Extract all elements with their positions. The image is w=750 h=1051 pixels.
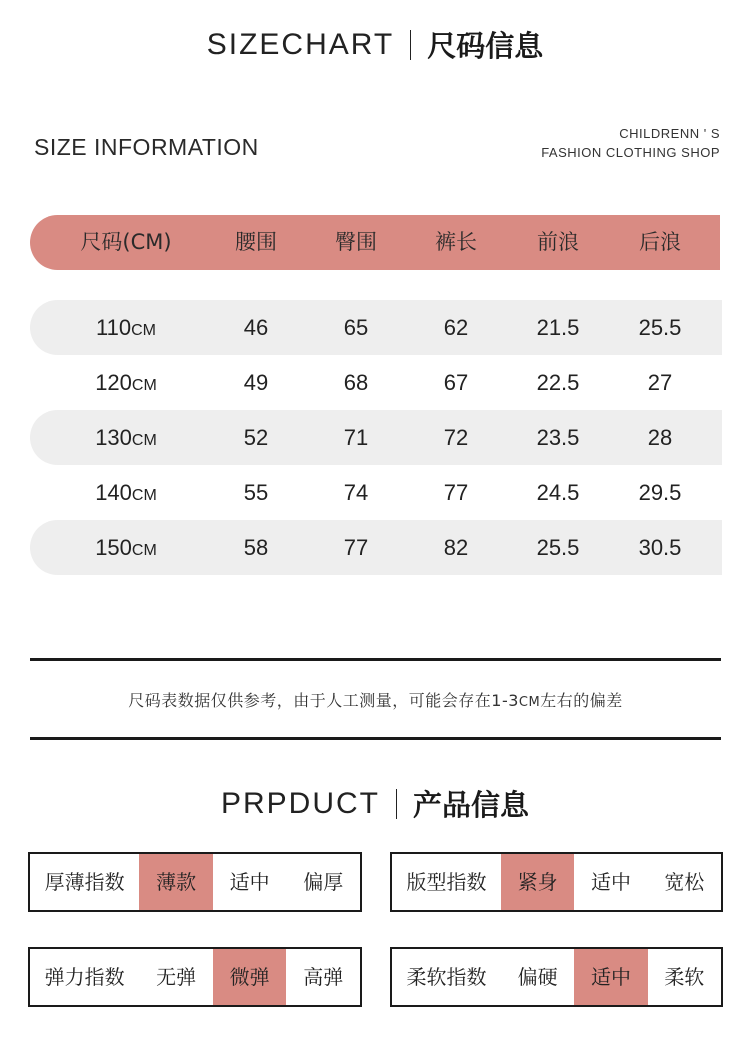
measurement-note: 尺码表数据仅供参考，由于人工测量，可能会存在1-3CM左右的偏差 [128, 691, 623, 710]
waist-cell: 55 [243, 480, 269, 505]
waist-cell: 58 [243, 535, 269, 560]
length-cell: 62 [443, 315, 469, 340]
elasticity-index [28, 947, 362, 1007]
size-table-header [30, 215, 720, 270]
waist-cell: 46 [243, 315, 269, 340]
size-cell: 110CM [96, 315, 156, 340]
front-rise-cell: 21.5 [536, 315, 580, 340]
index-option: 适中 [590, 870, 631, 894]
index-option: 宽松 [664, 870, 705, 894]
table-row [30, 465, 722, 520]
hip-cell: 77 [343, 535, 369, 560]
title-divider [410, 30, 411, 60]
column-header-size: 尺码(CM) [80, 230, 172, 254]
index-option-selected: 紧身 [501, 854, 574, 910]
index-option: 适中 [229, 870, 270, 894]
front-rise-cell: 24.5 [536, 480, 580, 505]
size-information-label: SIZE INFORMATION [34, 134, 259, 160]
size-cell: 120CM [95, 370, 157, 395]
hip-cell: 71 [343, 425, 369, 450]
index-option: 高弹 [303, 965, 344, 989]
size-cell: 150CM [95, 535, 157, 560]
back-rise-cell: 27 [647, 370, 673, 395]
brand-line-1: CHILDRENN ' S [619, 126, 720, 141]
hip-cell: 74 [343, 480, 369, 505]
column-header-waist: 腰围 [235, 230, 277, 254]
brand-line-2: FASHION CLOTHING SHOP [541, 145, 720, 160]
table-row [30, 520, 722, 575]
back-rise-cell: 25.5 [638, 315, 682, 340]
waist-cell: 52 [243, 425, 269, 450]
divider-top [30, 658, 721, 661]
thickness-index [28, 852, 362, 912]
product-title-en: PRPDUCT [220, 786, 380, 820]
table-row [30, 355, 722, 410]
divider-bottom [30, 737, 721, 740]
title-zh: 尺码信息 [427, 29, 544, 63]
index-option: 偏硬 [517, 965, 558, 989]
index-label: 版型指数 [406, 870, 487, 894]
index-option: 柔软 [664, 965, 705, 989]
brand-text [541, 124, 720, 162]
length-cell: 77 [443, 480, 469, 505]
column-header-back-rise: 后浪 [639, 230, 681, 254]
softness-index [390, 947, 723, 1007]
table-row [30, 300, 722, 355]
back-rise-cell: 30.5 [638, 535, 682, 560]
back-rise-cell: 29.5 [638, 480, 682, 505]
hip-cell: 68 [343, 370, 369, 395]
title-en: SIZECHART [206, 27, 395, 61]
column-header-length: 裤长 [435, 230, 477, 254]
fit-index [390, 852, 723, 912]
back-rise-cell: 28 [647, 425, 673, 450]
column-header-front-rise: 前浪 [537, 230, 579, 254]
title-divider [396, 789, 397, 819]
index-option: 无弹 [156, 965, 197, 989]
length-cell: 67 [443, 370, 469, 395]
hip-cell: 65 [343, 315, 369, 340]
product-title-zh: 产品信息 [413, 788, 530, 822]
size-cell: 140CM [95, 480, 157, 505]
product-title [0, 783, 750, 824]
index-option-selected: 适中 [574, 949, 647, 1005]
front-rise-cell: 22.5 [536, 370, 580, 395]
sizechart-title [0, 24, 750, 65]
front-rise-cell: 23.5 [536, 425, 580, 450]
column-header-hip: 臀围 [335, 230, 377, 254]
index-label: 弹力指数 [44, 965, 125, 989]
index-option: 偏厚 [303, 870, 344, 894]
front-rise-cell: 25.5 [536, 535, 580, 560]
index-label: 厚薄指数 [44, 870, 125, 894]
index-option-selected: 薄款 [139, 854, 213, 910]
table-row [30, 410, 722, 465]
index-label: 柔软指数 [406, 965, 487, 989]
size-cell: 130CM [95, 425, 157, 450]
index-option-selected: 微弹 [213, 949, 287, 1005]
length-cell: 82 [443, 535, 469, 560]
waist-cell: 49 [243, 370, 269, 395]
length-cell: 72 [443, 425, 469, 450]
